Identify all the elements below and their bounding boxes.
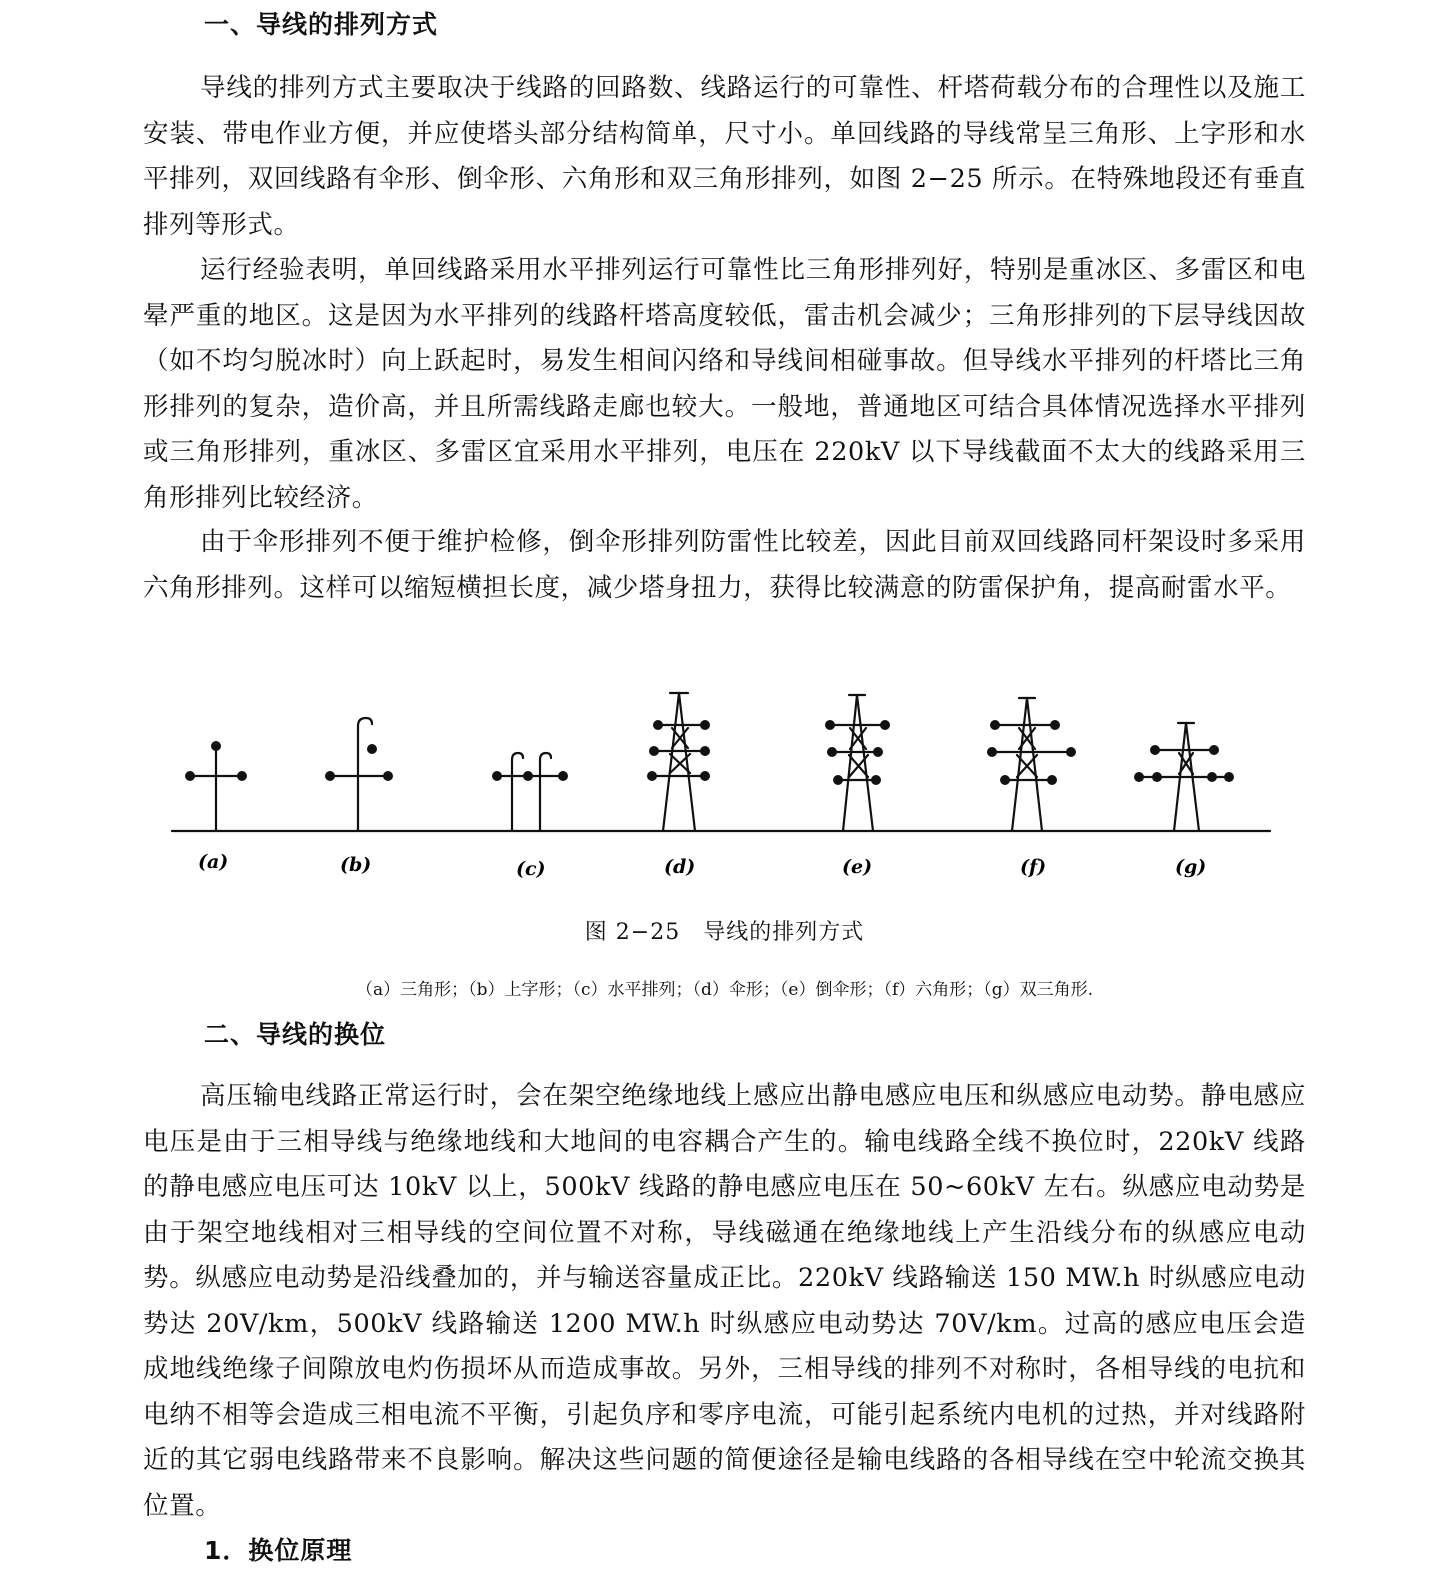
paragraph-double-circuit: 由于伞形排列不便于维护检修，倒伞形排列防雷性比较差，因此目前双回线路同杆架设时多采用六角形排列。这样可以缩短横担长度，减少塔身扭力，获得比较满意的防雷保护角，提高耐雷水平。 (143, 527, 1306, 603)
paragraph-transposition: 高压输电线路正常运行时，会在架空绝缘地线上感应出静电感应电压和纵感应电动势。静电感应电压是由于三相导线与绝缘地线和大地间的电容耦合产生的。输电线路全线不换位时，220kV 线路的静电感应电压可达 10kV 以上，500kV 线路的静电感应电压在 50~60kV 左右。纵感应电动势是由于架空地线相对三相导线的空间位置不对称，导线磁通在绝缘地线上产生沿线分布的纵感应电动势。纵感应电动势是沿线叠加的，并与输送容量成正比。220kV 线路输送 150 MW.h 时纵感应电动势达 20V/km，500kV 线路输送 1200 MW.h 时纵感应电动势达 70V/km。过高的感应电压会造成地线绝缘子间隙放电灼伤损坏从而造成事故。另外，三相导线的排列不对称时，各相导线的电抗和电纳不相等会造成三相电流不平衡，引起负序和零序电流，可能引起系统内电机的过热，并对线路附近的其它弱电线路带来不良影响。解决这些问题的简便途径是输电线路的各相导线在空中轮流交换其位置。 (143, 1081, 1306, 1521)
tower-c-horizontal (497, 753, 563, 831)
paragraph-arrangement-intro: 导线的排列方式主要取决于线路的回路数、线路运行的可靠性、杆塔荷载分布的合理性以及施工安装、带电作业方便，并应使塔头部分结构简单，尺寸小。单回线路的导线常呈三角形、上字形和水平排列，双回线路有伞形、倒伞形、六角形和双三角形排列，如图 2−25 所示。在特殊地段还有垂直排列等形式。 (143, 73, 1306, 240)
label-b: (b) (340, 854, 372, 876)
tower-f-hexagon (992, 698, 1071, 831)
tower-e-inverted-umbrella (830, 695, 885, 831)
tower-diagram (0, 690, 1449, 900)
label-d: (d) (664, 856, 696, 878)
subsection-heading-transposition-principle: 1．换位原理 (204, 1536, 353, 1565)
section-heading-conductor-arrangement: 一、导线的排列方式 (204, 10, 439, 39)
figure-conductor-arrangements (0, 690, 1449, 900)
tower-b-shang-shape (330, 718, 388, 831)
figure-subcaption: （a）三角形；（b）上字形；（c）水平排列；（d）伞形；（e）倒伞形；（f）六角形；（g）双三角形. (355, 980, 1094, 1000)
tower-d-umbrella (652, 693, 705, 831)
label-c: (c) (516, 858, 546, 880)
section-heading-transposition: 二、导线的换位 (204, 1020, 387, 1049)
label-f: (f) (1020, 856, 1047, 878)
label-e: (e) (842, 856, 873, 878)
label-g: (g) (1175, 856, 1207, 878)
paragraph-operating-experience: 运行经验表明，单回线路采用水平排列运行可靠性比三角形排列好，特别是重冰区、多雷区和电晕严重的地区。这是因为水平排列的线路杆塔高度较低，雷击机会减少；三角形排列的下层导线因故（如不均匀脱冰时）向上跃起时，易发生相间闪络和导线间相碰事故。但导线水平排列的杆塔比三角形排列的复杂，造价高，并且所需线路走廊也较大。一般地，普通地区可结合具体情况选择水平排列或三角形排列，重冰区、多雷区宜采用水平排列，电压在 220kV 以下导线截面不太大的线路采用三角形排列比较经济。 (143, 255, 1306, 513)
tower-a-triangle (190, 746, 242, 831)
label-a: (a) (198, 851, 229, 873)
figure-caption: 图 2−25 导线的排列方式 (584, 920, 865, 945)
